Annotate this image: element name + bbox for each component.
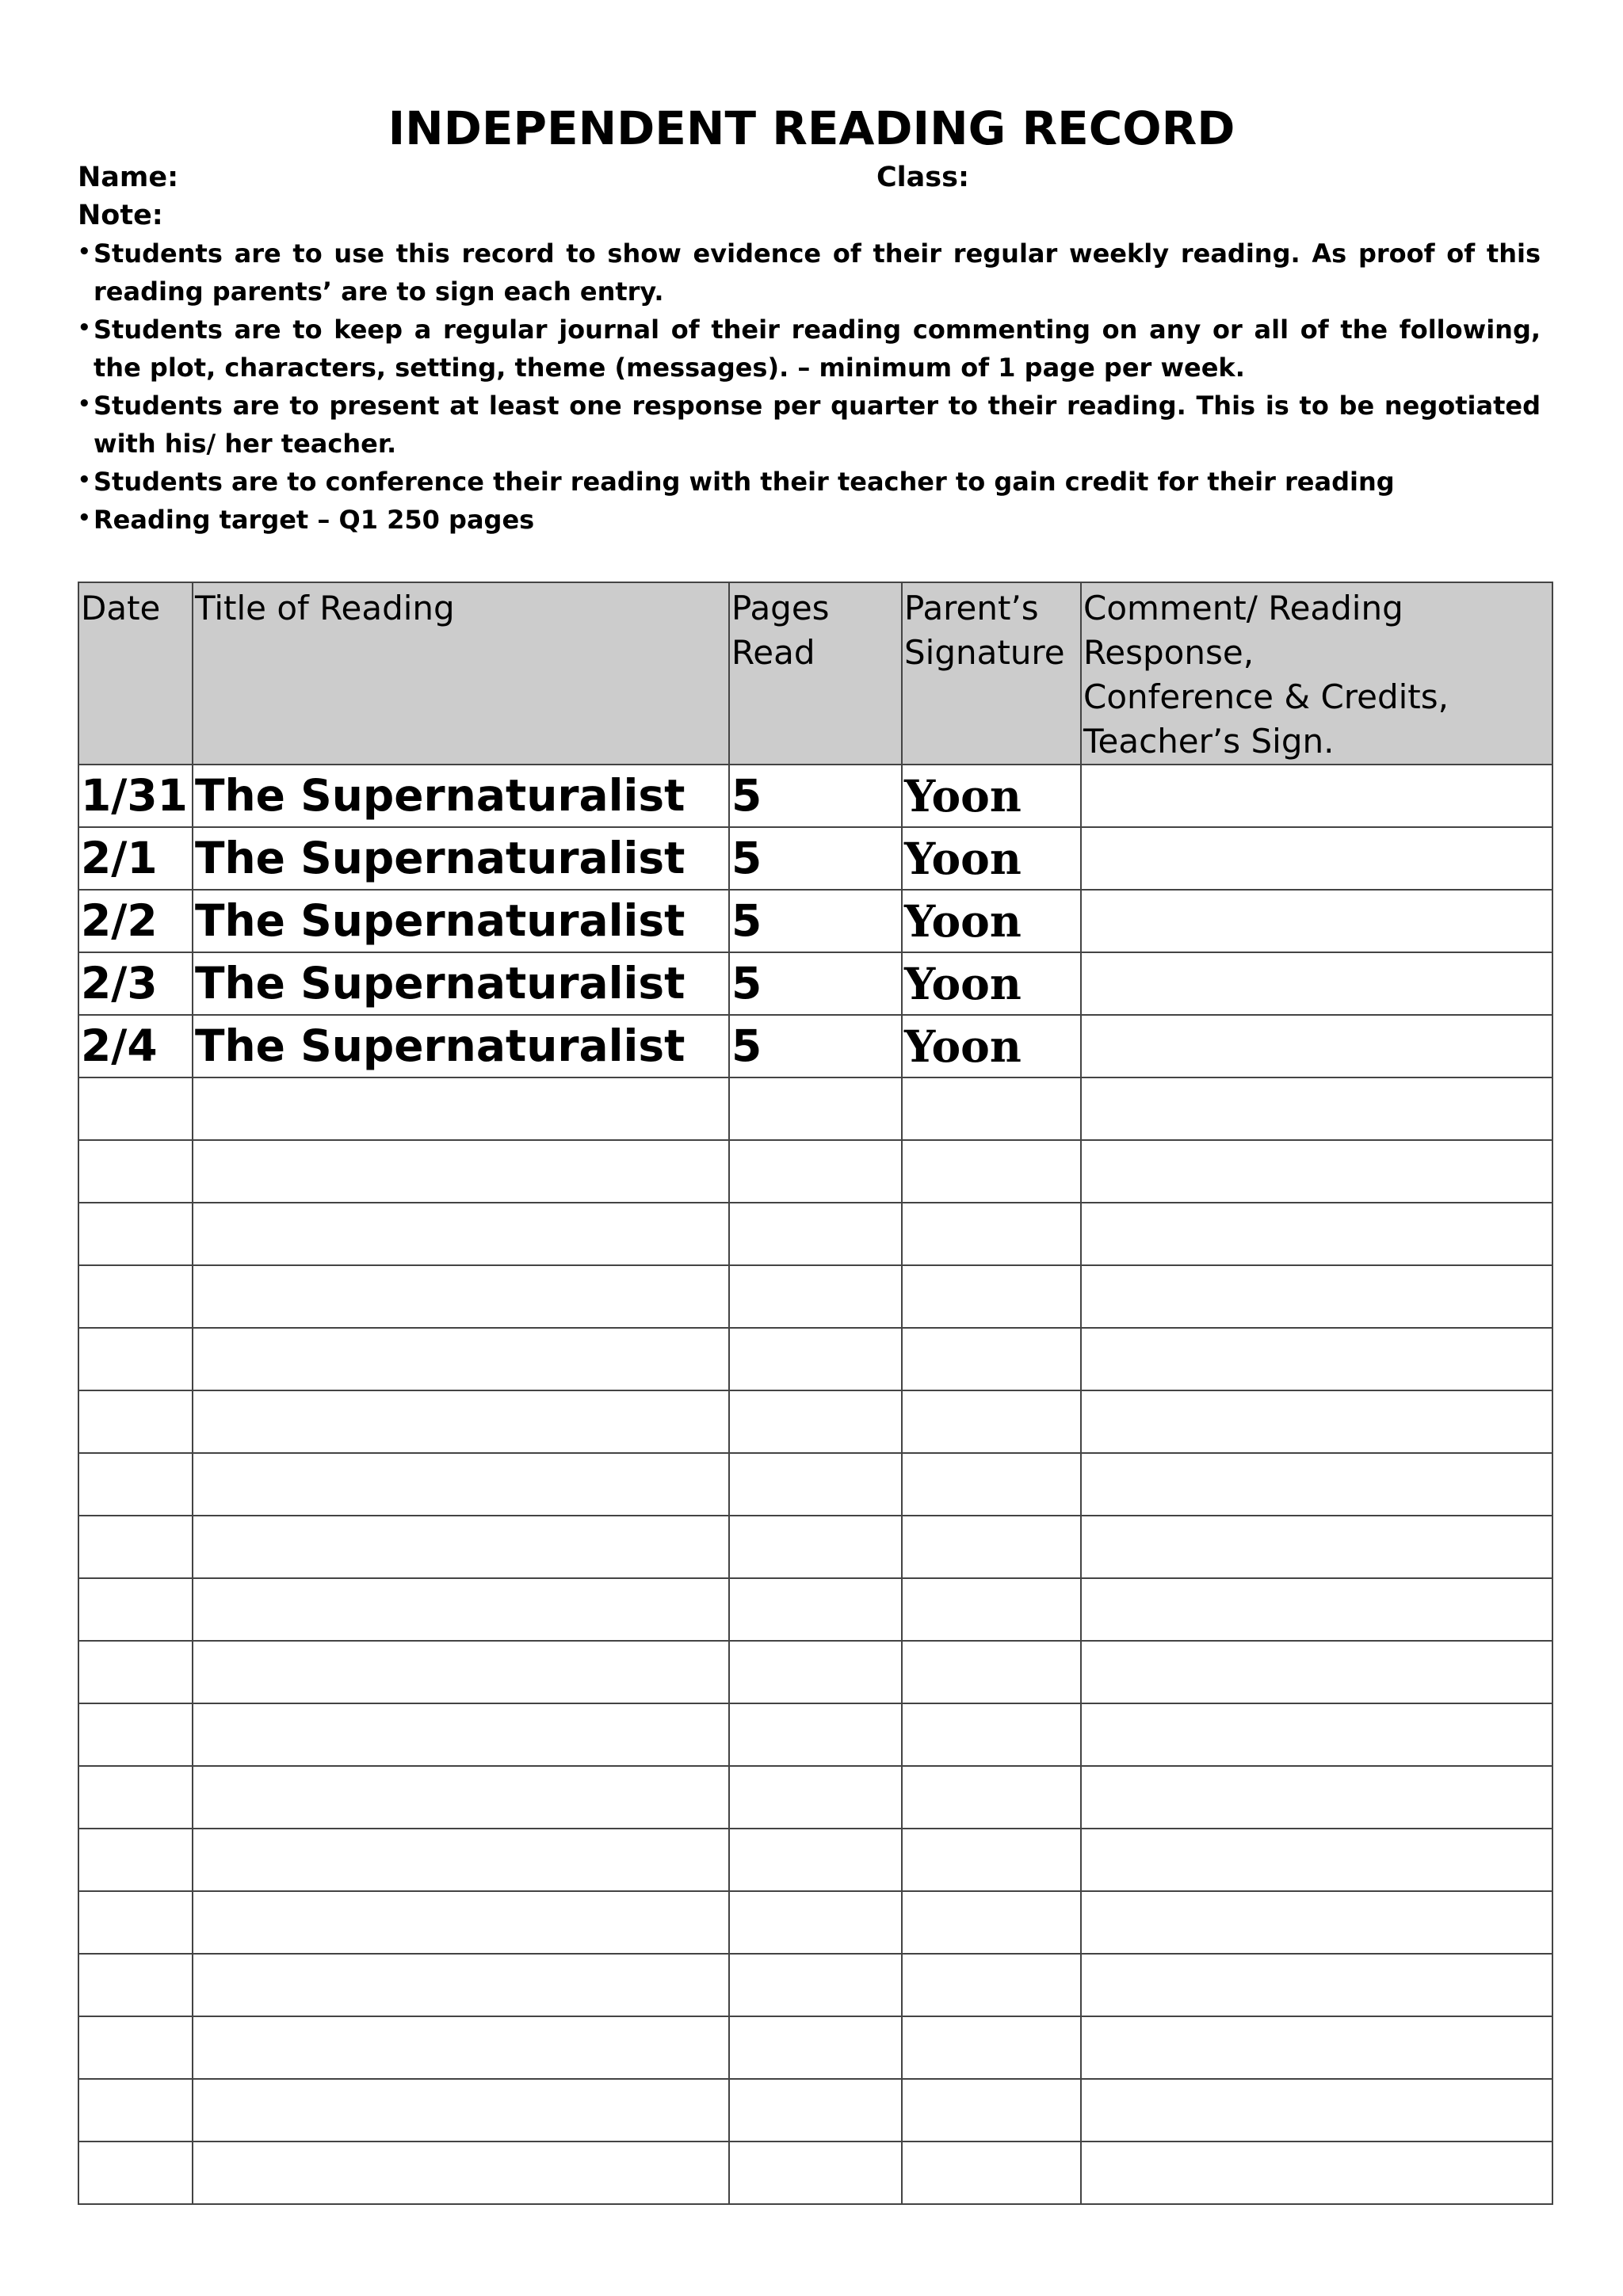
date-cell: 2/3 [78,952,193,1015]
table-row [78,952,1552,1015]
signature-cell [902,1516,1081,1578]
pages-cell [729,1954,902,2016]
date-cell: 1/31 [78,765,193,827]
date-cell [78,1766,193,1829]
table-row [78,1516,1552,1578]
table-row [78,1077,1552,1140]
title-cell [193,2142,729,2204]
date-cell [78,2016,193,2079]
table-row [78,1766,1552,1829]
table-row [78,2016,1552,2079]
title-cell: The Supernaturalist [193,890,729,952]
title-cell: The Supernaturalist [193,827,729,890]
signature-cell [902,1829,1081,1891]
pages-cell [729,2016,902,2079]
title-cell [193,2079,729,2142]
signature-cell [902,1641,1081,1703]
title-cell: The Supernaturalist [193,952,729,1015]
pages-cell: 5 [729,952,902,1015]
date-cell: 2/2 [78,890,193,952]
title-cell [193,1390,729,1453]
pages-cell: 5 [729,890,902,952]
table-row [78,1703,1552,1766]
table-row [78,1203,1552,1265]
date-cell [78,1829,193,1891]
signature-cell [902,1203,1081,1265]
date-cell [78,1265,193,1328]
title-cell [193,1578,729,1641]
header-pages-line: Read [731,633,815,672]
name-label: Name: [78,162,179,193]
comment-cell [1081,1390,1552,1453]
date-cell [78,1891,193,1954]
pages-cell: 5 [729,765,902,827]
comment-cell [1081,890,1552,952]
header-title-of-reading: Title of Reading [193,582,729,765]
title-cell [193,1766,729,1829]
table-row [78,827,1552,890]
signature-cell: Yoon [902,890,1081,952]
header-comment-line: Comment/ Reading Response, [1083,589,1403,672]
note-item: • Reading target – Q1 250 pages [78,501,1541,539]
pages-cell [729,1829,902,1891]
date-cell [78,1328,193,1390]
note-item: • Students are to conference their reading with their teacher to gain credit for their reading [78,463,1541,501]
notes-list [78,235,1541,539]
header-pages-read [729,582,902,765]
table-header-row [78,582,1552,765]
table-row [78,1954,1552,2016]
pages-cell [729,1453,902,1516]
pages-cell [729,2079,902,2142]
signature-cell: Yoon [902,952,1081,1015]
pages-cell [729,1328,902,1390]
pages-cell [729,2142,902,2204]
date-cell [78,1641,193,1703]
date-cell [78,1453,193,1516]
comment-cell [1081,1328,1552,1390]
header-parent-signature [902,582,1081,765]
title-cell [193,1954,729,2016]
date-cell [78,1578,193,1641]
table-row [78,1140,1552,1203]
signature-cell [902,1328,1081,1390]
date-cell: 2/1 [78,827,193,890]
comment-cell [1081,1203,1552,1265]
signature-cell [902,1390,1081,1453]
comment-cell [1081,1829,1552,1891]
pages-cell: 5 [729,827,902,890]
class-label: Class: [876,162,969,193]
comment-cell [1081,1265,1552,1328]
comment-cell [1081,1516,1552,1578]
title-cell: The Supernaturalist [193,765,729,827]
signature-cell [902,1140,1081,1203]
note-item: • Students are to keep a regular journal of their reading commenting on any or all of the following, the plot, characters, setting, theme (messages). – minimum of 1 page per week. [78,311,1541,387]
title-cell [193,1328,729,1390]
header-pages-line: Pages [731,589,830,627]
signature-cell [902,1954,1081,2016]
table-row [78,890,1552,952]
table-row [78,1265,1552,1328]
signature-cell [902,2142,1081,2204]
note-item: • Students are to present at least one response per quarter to their reading. This is to be negotiated with his/ her teacher. [78,387,1541,463]
signature-cell [902,1578,1081,1641]
pages-cell [729,1390,902,1453]
table-row [78,1453,1552,1516]
date-cell [78,1390,193,1453]
table-row [78,1015,1552,1077]
pages-cell [729,1077,902,1140]
date-cell [78,1703,193,1766]
title-cell [193,1641,729,1703]
table-row [78,765,1552,827]
header-parent-line: Parent’s [904,589,1039,627]
table-row [78,1891,1552,1954]
comment-cell [1081,2079,1552,2142]
date-cell [78,1954,193,2016]
table-row [78,1829,1552,1891]
table-row [78,1641,1552,1703]
comment-cell [1081,1077,1552,1140]
title-cell [193,1077,729,1140]
pages-cell [729,1516,902,1578]
signature-cell: Yoon [902,1015,1081,1077]
table-row [78,2079,1552,2142]
title-cell [193,1140,729,1203]
title-cell [193,1453,729,1516]
date-cell: 2/4 [78,1015,193,1077]
title-cell [193,1265,729,1328]
document-title: INDEPENDENT READING RECORD [388,101,1235,155]
comment-cell [1081,1766,1552,1829]
date-cell [78,1140,193,1203]
date-cell [78,1516,193,1578]
note-label: Note: [78,200,163,231]
note-item: • Students are to use this record to show evidence of their regular weekly reading. As proof of this reading parents’ are to sign each entry. [78,235,1541,311]
table-body [78,765,1552,2204]
pages-cell: 5 [729,1015,902,1077]
header-parent-line: Signature [904,633,1065,672]
comment-cell [1081,2016,1552,2079]
pages-cell [729,1578,902,1641]
signature-cell [902,2016,1081,2079]
signature-cell [902,1766,1081,1829]
pages-cell [729,1140,902,1203]
signature-cell [902,2079,1081,2142]
title-cell [193,1703,729,1766]
signature-cell [902,1891,1081,1954]
date-cell [78,1077,193,1140]
header-comment [1081,582,1552,765]
signature-cell [902,1453,1081,1516]
signature-cell: Yoon [902,827,1081,890]
comment-cell [1081,1954,1552,2016]
comment-cell [1081,1641,1552,1703]
date-cell [78,2142,193,2204]
header-date: Date [78,582,193,765]
title-cell [193,2016,729,2079]
comment-cell [1081,827,1552,890]
table-row [78,1328,1552,1390]
title-cell: The Supernaturalist [193,1015,729,1077]
pages-cell [729,1265,902,1328]
comment-cell [1081,1453,1552,1516]
comment-cell [1081,1015,1552,1077]
comment-cell [1081,1703,1552,1766]
pages-cell [729,1641,902,1703]
comment-cell [1081,2142,1552,2204]
title-cell [193,1516,729,1578]
table-row [78,2142,1552,2204]
pages-cell [729,1203,902,1265]
table-row [78,1390,1552,1453]
header-comment-line: Conference & Credits, [1083,677,1449,716]
signature-cell [902,1265,1081,1328]
comment-cell [1081,1891,1552,1954]
signature-cell [902,1077,1081,1140]
title-cell [193,1203,729,1265]
pages-cell [729,1703,902,1766]
pages-cell [729,1891,902,1954]
comment-cell [1081,1140,1552,1203]
signature-cell: Yoon [902,765,1081,827]
title-cell [193,1829,729,1891]
date-cell [78,1203,193,1265]
pages-cell [729,1766,902,1829]
title-cell [193,1891,729,1954]
reading-record-table [78,582,1553,2205]
header-comment-line: Teacher’s Sign. [1083,722,1335,761]
comment-cell [1081,765,1552,827]
comment-cell [1081,1578,1552,1641]
table-row [78,1578,1552,1641]
signature-cell [902,1703,1081,1766]
date-cell [78,2079,193,2142]
comment-cell [1081,952,1552,1015]
